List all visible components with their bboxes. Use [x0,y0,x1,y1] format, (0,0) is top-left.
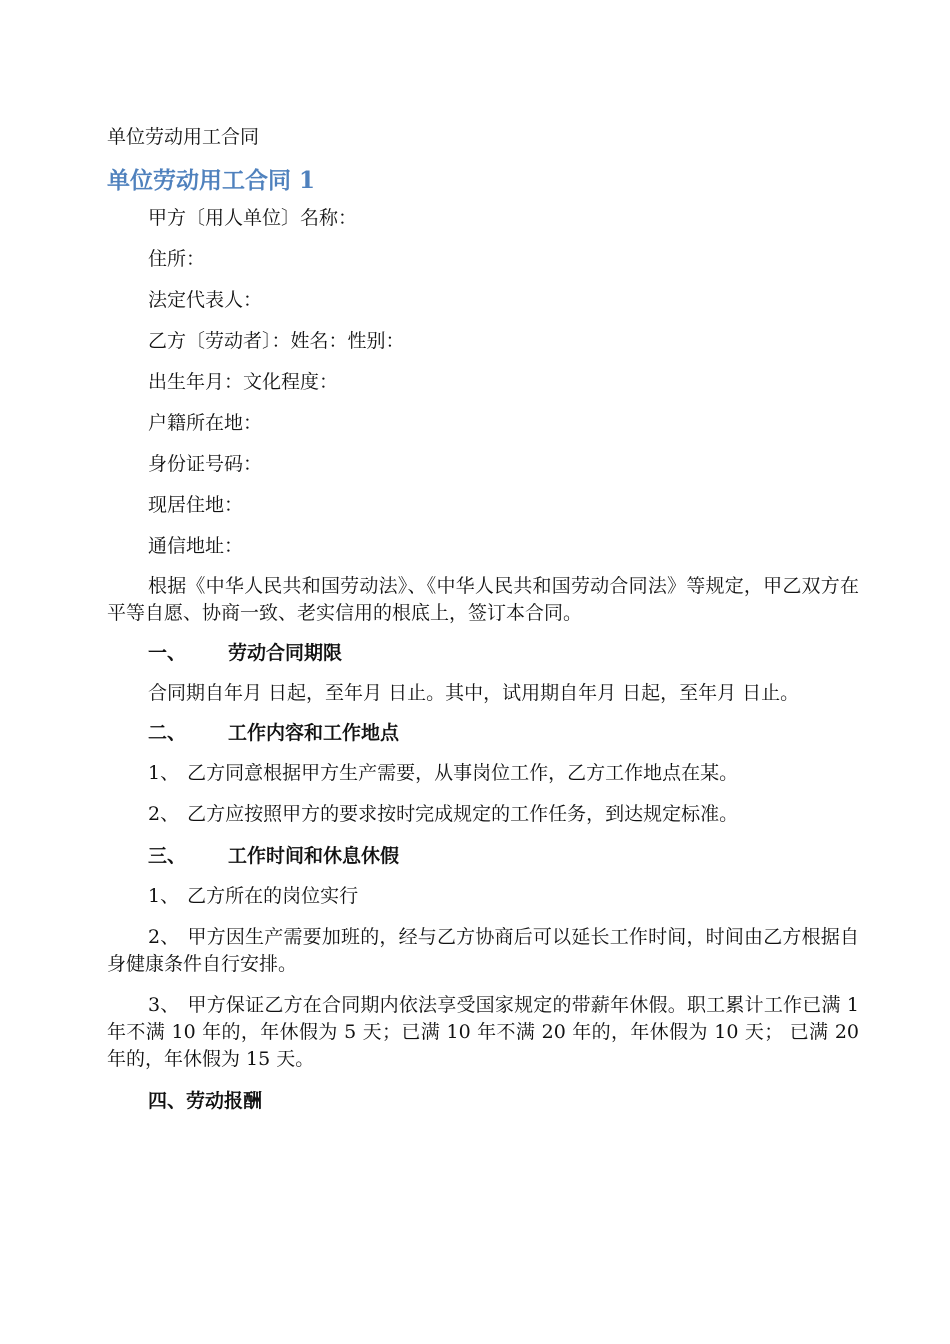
section-heading-3 [107,842,859,883]
section-title: 劳动合同期限 [228,642,343,664]
field-household-registration: 户籍所在地： [148,412,263,434]
document-body [107,204,859,1128]
section-1-text: 合同期自年月 日起，至年月 日止。其中，试用期自年月 日起，至年月 日止。 [148,682,800,704]
item-text: 乙方同意根据甲方生产需要，从事岗位工作，乙方工作地点在某。 [187,762,739,784]
item-text: 乙方所在的岗位实行 [187,885,359,907]
section-heading-2 [107,719,859,760]
document-title: 单位劳动用工合同 1 [107,167,316,194]
list-item [107,760,859,787]
item-text: 乙方应按照甲方的要求按时完成规定的工作任务，到达规定标准。 [187,803,739,825]
item-number: 1、 [148,762,180,784]
field-legal-representative: 法定代表人： [148,289,263,311]
item-number: 2、 [148,926,180,948]
field-mailing-address: 通信地址： [148,535,244,557]
section-title: 工作内容和工作地点 [228,722,400,744]
intro-paragraph: 根据《中华人民共和国劳动法》、《中华人民共和国劳动合同法》等规定，甲乙双方在平等自愿、协商一致、老实信用的根底上，签订本合同。 [107,575,859,624]
item-number: 1、 [148,885,180,907]
item-number: 2、 [148,803,180,825]
section-heading-1 [107,639,859,680]
section-number: 三、 [148,845,187,867]
field-party-b: 乙方〔劳动者〕：姓名：性别： [148,330,405,352]
item-text: 甲方因生产需要加班的，经与乙方协商后可以延长工作时间，时间由乙方根据自身健康条件自行安排。 [107,926,859,975]
item-number: 3、 [148,994,180,1016]
list-item [107,883,859,910]
field-current-residence: 现居住地： [148,494,244,516]
list-item [107,992,859,1073]
field-id-number: 身份证号码： [148,453,263,475]
document-label: 单位劳动用工合同 [107,126,260,148]
section-heading-4: 四、劳动报酬 [148,1090,263,1112]
field-address: 住所： [148,248,206,270]
field-birth-education: 出生年月：文化程度： [148,371,339,393]
section-number: 二、 [148,722,187,744]
list-item [107,924,859,978]
section-title: 工作时间和休息休假 [228,845,400,867]
item-text: 甲方保证乙方在合同期内依法享受国家规定的带薪年休假。职工累计工作已满 1 年不满 10 年的，年休假为 5 天；已满 10 年不满 20 年的，年休假为 10 天； 已满 20 年的，年休假为 15 天。 [107,994,859,1070]
list-item [107,801,859,828]
section-number: 一、 [148,642,187,664]
field-party-a-name: 甲方〔用人单位〕名称： [148,207,358,229]
